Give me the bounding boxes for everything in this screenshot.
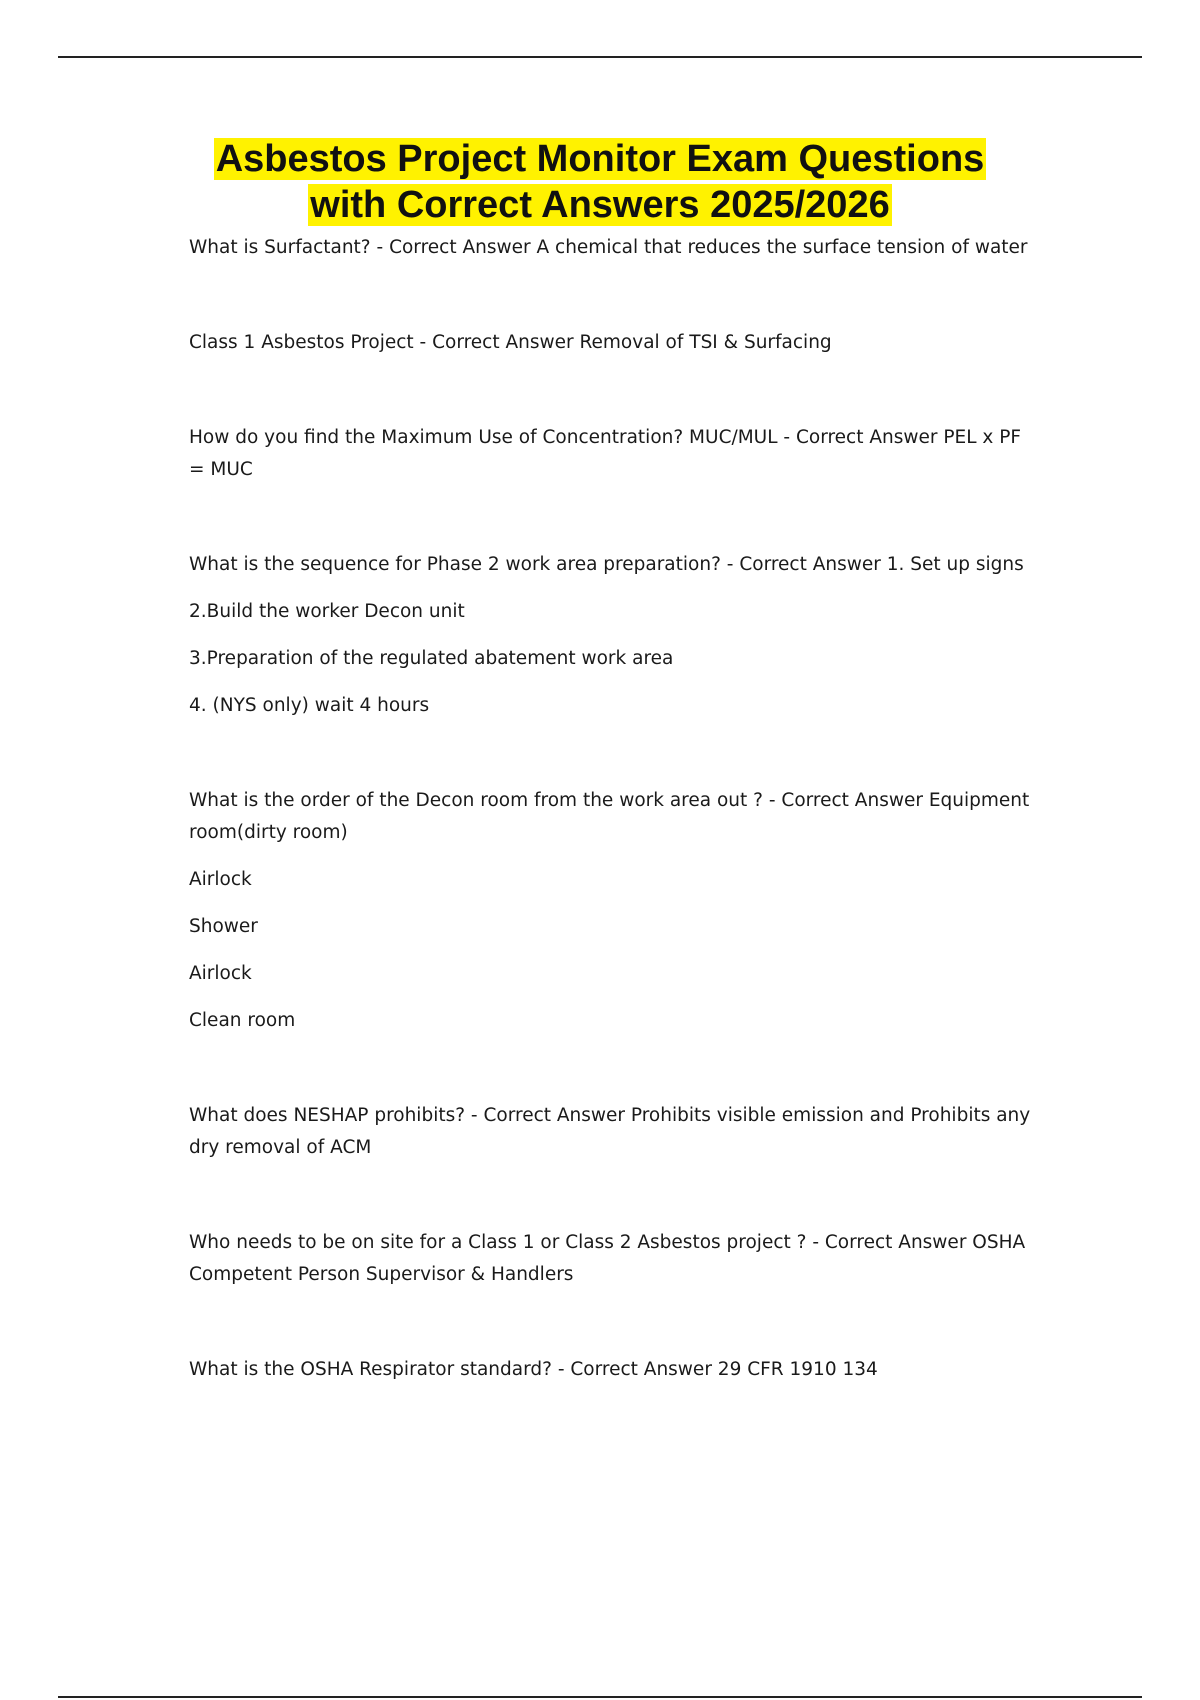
qa-entry-respirator: What is the OSHA Respirator standard? - Correct Answer 29 CFR 1910 134 xyxy=(189,1359,878,1380)
phase2-step-4: 4. (NYS only) wait 4 hours xyxy=(189,695,430,716)
qa-entry-surfactant: What is Surfactant? - Correct Answer A chemical that reduces the surface tension of water xyxy=(189,237,1028,258)
decon-step-airlock-2: Airlock xyxy=(189,963,252,984)
qa-entry-neshap: What does NESHAP prohibits? - Correct Answer Prohibits visible emission and Prohibits any dry removal of ACM xyxy=(189,1105,1031,1158)
qa-entry-phase2: What is the sequence for Phase 2 work area preparation? - Correct Answer 1. Set up signs xyxy=(189,554,1024,575)
title-line-2: with Correct Answers 2025/2026 xyxy=(310,184,890,226)
phase2-step-2: 2.Build the worker Decon unit xyxy=(189,601,465,622)
bottom-divider xyxy=(58,1696,1142,1698)
qa-entry-class1: Class 1 Asbestos Project - Correct Answer Removal of TSI & Surfacing xyxy=(189,332,832,353)
document-title xyxy=(0,136,1200,228)
top-divider xyxy=(58,56,1142,58)
title-line-1: Asbestos Project Monitor Exam Questions xyxy=(215,138,985,180)
decon-step-clean-room: Clean room xyxy=(189,1010,296,1031)
qa-entry-decon-order: What is the order of the Decon room from the work area out ? - Correct Answer Equipment room(dirty room) xyxy=(189,790,1030,843)
qa-entry-muc: How do you find the Maximum Use of Concentration? MUC/MUL - Correct Answer PEL x PF = MUC xyxy=(189,427,1022,480)
phase2-step-3: 3.Preparation of the regulated abatement work area xyxy=(189,648,674,669)
qa-entry-onsite: Who needs to be on site for a Class 1 or Class 2 Asbestos project ? - Correct Answer OSHA Competent Person Supervisor & Handlers xyxy=(189,1232,1026,1285)
decon-step-airlock-1: Airlock xyxy=(189,869,252,890)
decon-step-shower: Shower xyxy=(189,916,258,937)
qa-list xyxy=(189,232,1039,1386)
